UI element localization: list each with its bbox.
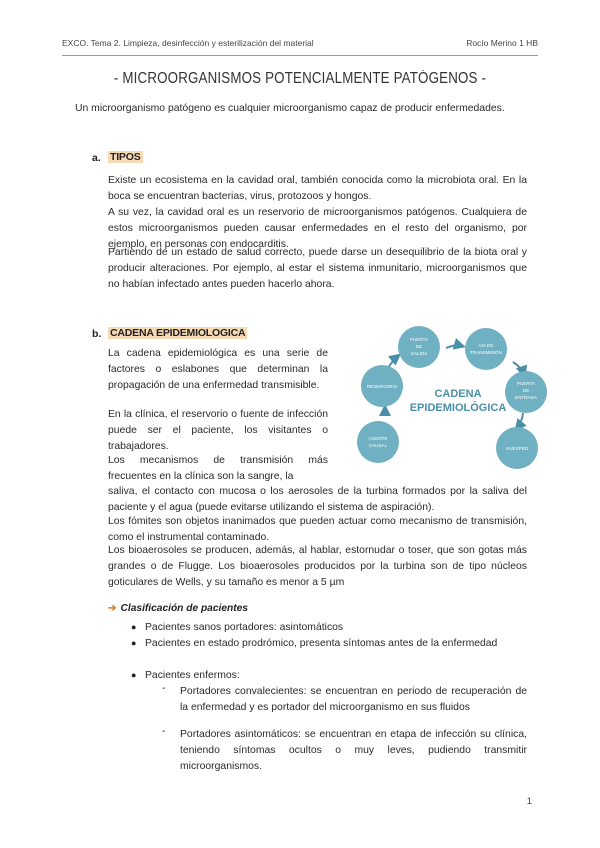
node-via-l1: VÍA DE (478, 343, 494, 348)
node-reservorio (361, 365, 403, 407)
section-b-paragraph-1: La cadena epidemiológica es una serie de factores o eslabones que determinan la propagación de una enfermedad transmisible. (108, 348, 328, 391)
section-a-paragraph-2: A su vez, la cavidad oral es un reservorio de microorganismos patógenos. Cualquiera de estos microorganismos pueden causar enfermedades en el resto del organismo, por ejemplo, en personas con endocarditis. (108, 207, 527, 250)
node-huesped-l1: HUÉSPED (505, 446, 529, 451)
node-agente-l1: AGENTE (368, 436, 388, 441)
header-left: EXCO. Tema 2. Limpieza, desinfección y esterilización del material (62, 38, 314, 48)
section-b-paragraph-5: Los bioaerosoles se producen, además, al hablar, estornudar o toser, que son gotas más grandes o de Flugge. Los bioaerosoles producidos por la turbina son de tipo núcleos goticulares de Wells, y su tamaño es menor a 5 µm (108, 545, 527, 588)
clasificacion-item-3: Pacientes enfermos: (145, 670, 240, 681)
bullet-icon: ● (131, 622, 137, 632)
clasificacion-item-2: Pacientes en estado prodrómico, presenta síntomas antes de la enfermedad (145, 638, 498, 649)
node-puerta-entrada-l2: DE (522, 388, 530, 393)
dash-icon: - (162, 683, 166, 694)
section-b-paragraph-4: Los fómites son objetos inanimados que pueden actuar como mecanismo de transmisión, como el instrumental contaminado. (108, 516, 527, 543)
section-b-paragraph-3: Los mecanismos de transmisión más frecuentes en la clínica son la sangre, la (108, 455, 328, 482)
section-b-title: CADENA EPIDEMIOLOGICA (110, 327, 246, 339)
node-puerta-salida-l1: PUERTA (409, 337, 429, 342)
page-title: - MICROORGANISMOS POTENCIALMENTE PATÓGENOS - (113, 70, 487, 87)
node-agente-causal (357, 421, 399, 463)
cadena-epidemiologica-diagram (348, 318, 558, 478)
node-puerta-salida-l3: SALIDA (410, 351, 428, 356)
bullet-icon: ● (131, 670, 137, 680)
clasificacion-sub-2: Portadores asintomáticos: se encuentran en etapa de infección su clínica, teniendo síntomas ocultos o muy leves, pudiendo transmitir microorganismos. (180, 729, 527, 772)
section-a-paragraph-3: Partiendo de un estado de salud correcto, puede darse un desequilibrio de la biota oral y producir alteraciones. Por ejemplo, al estar el sistema inmunitario, microorganismos que no habían infectado antes pueden hacerlo ahora. (108, 247, 527, 290)
section-b-paragraph-3-cont: saliva, el contacto con mucosa o los aerosoles de la turbina formados por la saliva del paciente y el agua (puede evitarse utilizando el sistema de aspiración). (108, 486, 527, 513)
page-number: 1 (526, 796, 532, 807)
clasificacion-title: Clasificación de pacientes (120, 603, 248, 614)
diagram-center-line-1: CADENA (434, 388, 482, 400)
node-agente-l2: CAUSAL (368, 443, 388, 448)
clasificacion-heading (108, 603, 248, 614)
dash-icon: - (162, 726, 166, 737)
node-puerta-entrada-l1: PUERTA (516, 381, 536, 386)
section-b-paragraph-2: En la clínica, el reservorio o fuente de infección puede ser el paciente, los visitantes o trabajadores. (108, 409, 328, 452)
diagram-center-line-2: EPIDEMIOLÓGICA (409, 402, 507, 414)
node-via-transmision (465, 328, 507, 370)
node-huesped (496, 427, 538, 469)
section-a-paragraph-1: Existe un ecosistema en la cavidad oral, también conocida como la microbiota oral. En la boca se encuentran bacterias, virus, protozoos y hongos. (108, 175, 527, 202)
clasificacion-sub-1: Portadores convalecientes: se encuentran en periodo de recuperación de la enfermedad y es portador del microorganismo en sus fluidos (180, 686, 527, 713)
node-puerta-salida (398, 326, 440, 368)
node-puerta-entrada (505, 371, 547, 413)
bullet-icon: ● (131, 638, 137, 648)
node-puerta-entrada-l3: ENTRADA (515, 395, 537, 400)
arrow-right-icon: ➔ (108, 603, 117, 614)
section-a-marker: a. (92, 152, 101, 164)
section-b-marker: b. (92, 328, 102, 340)
node-puerta-salida-l2: DE (415, 344, 423, 349)
clasificacion-item-1: Pacientes sanos portadores: asintomáticos (145, 622, 344, 633)
header-right: Rocío Merino 1 HB (466, 38, 538, 48)
intro-paragraph: Un microorganismo patógeno es cualquier microorganismo capaz de producir enfermedades. (75, 103, 505, 114)
node-reservorio-l1: RESERVORIO (366, 384, 398, 389)
section-a-title: TIPOS (110, 151, 141, 163)
header-divider (62, 55, 538, 56)
node-via-l2: TRANSMISIÓN (470, 350, 502, 355)
